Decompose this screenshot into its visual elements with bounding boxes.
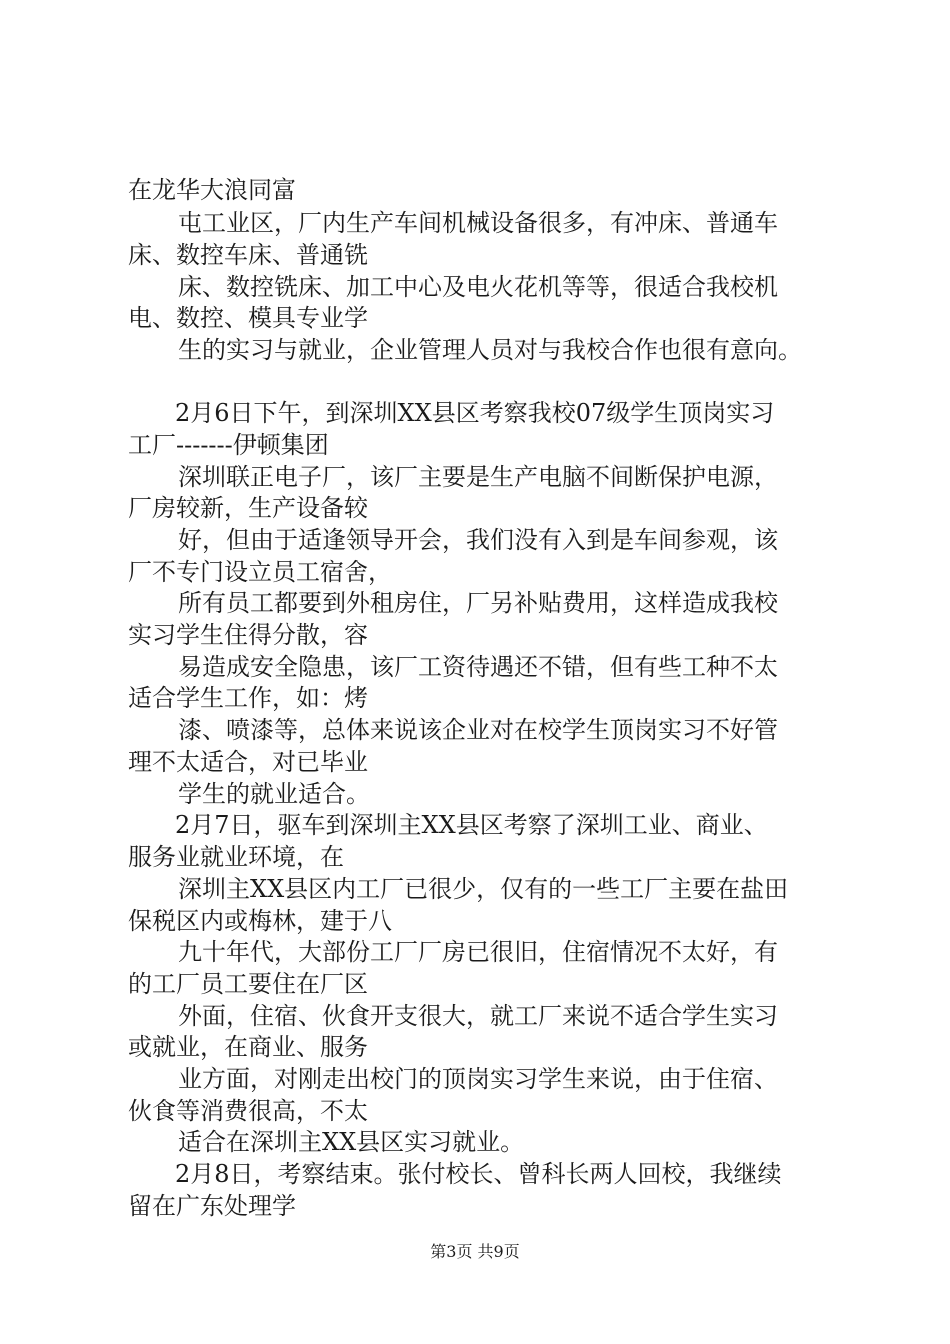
- text-line: 实习学生住得分散，容: [128, 621, 368, 649]
- text-line: 外面，住宿、伙食开支很大，就工厂来说不适合学生实习: [178, 1002, 778, 1030]
- text-line: 2月6日下午，到深圳XX县区考察我校07级学生顶岗实习: [175, 399, 775, 427]
- text-line: 2月7日，驱车到深圳主XX县区考察了深圳工业、商业、: [175, 811, 768, 839]
- text-line: 好，但由于适逢领导开会，我们没有入到是车间参观，该: [178, 526, 778, 554]
- text-line: 易造成安全隐患，该厂工资待遇还不错，但有些工种不太: [178, 653, 778, 681]
- text-line: 学生的就业适合。: [178, 780, 370, 808]
- text-line: 九十年代，大部份工厂厂房已很旧，住宿情况不太好，有: [178, 938, 778, 966]
- text-line: 工厂-------伊顿集团: [128, 431, 329, 459]
- text-line: 生的实习与就业，企业管理人员对与我校合作也很有意向。: [178, 336, 802, 364]
- text-line: 2月8日，考察结束。张付校长、曾科长两人回校，我继续: [175, 1160, 782, 1188]
- text-line: 业方面，对刚走出校门的顶岗实习学生来说，由于住宿、: [178, 1065, 778, 1093]
- text-line: 床、数控铣床、加工中心及电火花机等等，很适合我校机: [178, 273, 778, 301]
- text-line: 所有员工都要到外租房住，厂另补贴费用，这样造成我校: [178, 589, 778, 617]
- text-line: 留在广东处理学: [128, 1192, 296, 1220]
- text-line: 保税区内或梅林，建于八: [128, 907, 392, 935]
- text-line: 服务业就业环境，在: [128, 843, 344, 871]
- text-line: 适合在深圳主XX县区实习就业。: [178, 1128, 525, 1156]
- text-line: 屯工业区，厂内生产车间机械设备很多，有冲床、普通车: [178, 209, 778, 237]
- text-line: 或就业，在商业、服务: [128, 1033, 368, 1061]
- text-line: 厂不专门设立员工宿舍，: [128, 558, 392, 586]
- text-line: 深圳主XX县区内工厂已很少，仅有的一些工厂主要在盐田: [178, 875, 789, 903]
- text-line: 床、数控车床、普通铣: [128, 241, 368, 269]
- text-line: 在龙华大浪同富: [128, 176, 296, 204]
- page-footer: 第3页 共9页: [430, 1242, 520, 1261]
- text-line: 深圳联正电子厂，该厂主要是生产电脑不间断保护电源，: [178, 463, 778, 491]
- text-line: 伙食等消费很高，不太: [128, 1097, 368, 1125]
- text-line: 电、数控、模具专业学: [128, 304, 368, 332]
- text-line: 理不太适合，对已毕业: [128, 748, 368, 776]
- text-line: 的工厂员工要住在厂区: [128, 970, 368, 998]
- text-line: 厂房较新，生产设备较: [128, 494, 368, 522]
- text-line: 适合学生工作，如：烤: [128, 684, 368, 712]
- text-line: 漆、喷漆等，总体来说该企业对在校学生顶岗实习不好管: [178, 716, 778, 744]
